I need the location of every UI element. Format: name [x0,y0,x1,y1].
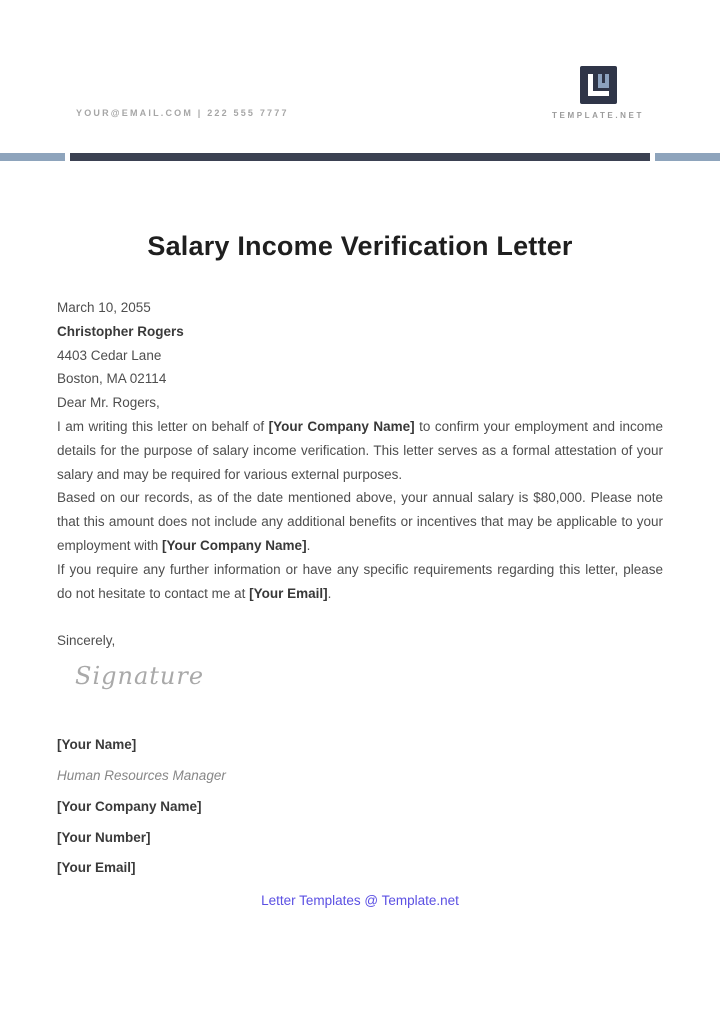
divider [0,153,720,161]
salutation: Dear Mr. Rogers, [57,395,160,411]
recipient-name: Christopher Rogers [57,323,184,339]
letter-content [0,231,720,910]
header-contact: YOUR@EMAIL.COM | 222 555 7777 [76,108,289,118]
page-header [0,58,720,120]
recipient-address-city: Boston, MA 02114 [57,371,167,387]
signoff-company: [Your Company Name] [57,798,202,814]
footer-template-link[interactable]: Letter Templates @ Template.net [261,893,459,909]
page-footer [57,892,663,910]
signature-script: Signature [75,662,205,691]
paragraph-3: If you require any further information or have any specific requirements regarding this letter, please do not hesitate to contact me at [Your Email]. [57,561,663,601]
divider-bar [70,153,650,161]
template-net-logo-icon [580,66,617,104]
closing: Sincerely, [57,633,116,649]
recipient-address-street: 4403 Cedar Lane [57,347,162,363]
letter-body [57,296,663,880]
signoff-name: [Your Name] [57,737,137,753]
divider-accent-right [655,153,720,161]
signoff-role: Human Resources Manager [57,767,226,783]
brand-name: TEMPLATE.NET [552,111,644,120]
signoff-email: [Your Email] [57,860,136,876]
paragraph-2: Based on our records, as of the date mentioned above, your annual salary is $80,000. Please note that this amount does not include any additional benefits or incentives that may be applicable to your employment with [Your Company Name]. [57,490,663,553]
brand-block [552,66,644,120]
paragraph-1: I am writing this letter on behalf of [Your Company Name] to confirm your employment and income details for the purpose of salary income verification. This letter serves as a formal attestation of your salary and may be required for various external purposes. [57,418,663,482]
signoff-block [57,733,663,880]
signoff-number: [Your Number] [57,829,151,845]
letter-date: March 10, 2055 [57,300,151,315]
divider-accent-left [0,153,65,161]
letter-title: Salary Income Verification Letter [147,231,573,261]
